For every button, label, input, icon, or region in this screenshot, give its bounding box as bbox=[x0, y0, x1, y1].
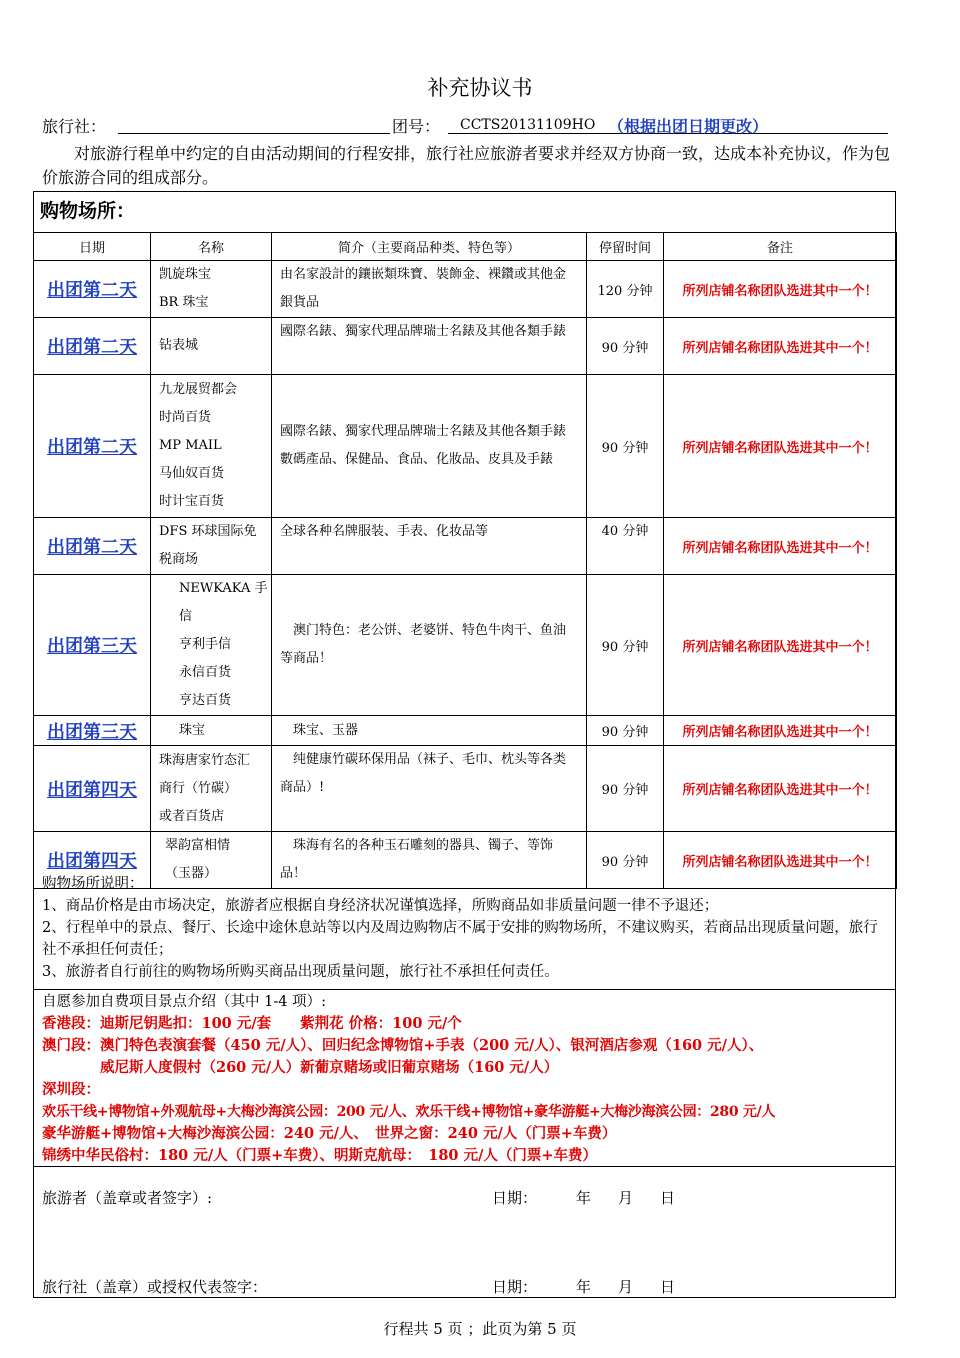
shop-name: 珠宝 bbox=[151, 716, 272, 746]
stay-time: 40 分钟 bbox=[587, 518, 664, 575]
agency-signature-label: 旅行社（盖章）或授权代表签字： bbox=[42, 1278, 268, 1296]
shop-description: 珠宝、玉器 bbox=[272, 716, 587, 746]
note-item: 3、旅游者自行前往的购物场所购买商品出现质量问题，旅行社不承担任何责任。 bbox=[42, 964, 559, 980]
page-footer: 行程共 5 页 ；此页为第 5 页 bbox=[383, 1320, 577, 1338]
stay-time: 90 分钟 bbox=[587, 575, 664, 716]
remark: 所列店铺名称团队选进其中一个！ bbox=[664, 318, 897, 375]
table-row bbox=[34, 575, 897, 716]
optional-line: 锦绣中华民俗村：180 元/人（门票+车费）、明斯克航母： 180 元/人（门票+车费） bbox=[42, 1147, 598, 1164]
table-row bbox=[34, 518, 897, 575]
remark: 所列店铺名称团队选进其中一个！ bbox=[664, 261, 897, 318]
row-date: 出团第三天 bbox=[47, 636, 137, 657]
shop-name: 永信百货 bbox=[179, 665, 232, 680]
agency-date-label: 日期： bbox=[492, 1278, 538, 1296]
tourist-date-day: 日 bbox=[660, 1189, 676, 1207]
stay-time: 90 分钟 bbox=[587, 318, 664, 375]
shop-description: 全球各种名牌服装、手表、化妆品等 bbox=[272, 518, 587, 575]
agency-date-month: 月 bbox=[618, 1278, 634, 1296]
divider bbox=[33, 1166, 896, 1167]
shop-name: 凯旋珠宝 bbox=[159, 267, 212, 282]
agency-date-year: 年 bbox=[576, 1278, 592, 1296]
remark: 所列店铺名称团队选进其中一个！ bbox=[664, 575, 897, 716]
stay-time: 90 分钟 bbox=[587, 832, 664, 889]
shop-name: BR 珠宝 bbox=[159, 295, 209, 310]
notes-title: 购物场所说明： bbox=[42, 876, 144, 892]
note-item: 1、商品价格是由市场决定，旅游者应根据自身经济状况谨慎选择，所购商品如非质量问题一律不予退还； bbox=[42, 898, 719, 914]
table-row bbox=[34, 716, 897, 746]
shop-description: 國際名錶、獨家代理品牌瑞士名錶及其他各類手錶 bbox=[272, 318, 587, 375]
optional-title: 自愿参加自费项目景点介绍（其中 1-4 项）: bbox=[42, 994, 326, 1010]
document-title: 补充协议书 bbox=[427, 76, 533, 100]
header-date: 日期 bbox=[34, 233, 151, 261]
shop-name: 时尚百货 bbox=[159, 410, 212, 425]
intro-paragraph: 对旅游行程单中约定的自由活动期间的行程安排，旅行社应旅游者要求并经双方协商一致，达成本补充协议，作为包价旅游合同的组成部分。 bbox=[42, 144, 891, 187]
table-row bbox=[34, 746, 897, 832]
header-description: 简介（主要商品种类、特色等） bbox=[272, 233, 587, 261]
stay-time: 90 分钟 bbox=[587, 375, 664, 518]
shop-name: 或者百货店 bbox=[159, 808, 225, 824]
row-date: 出团第二天 bbox=[47, 437, 137, 458]
row-date: 出团第三天 bbox=[47, 721, 137, 743]
shop-name: DFS 环球国际免 bbox=[159, 524, 257, 539]
shop-description: 國際名錶、獨家代理品牌瑞士名錶及其他各類手錶 bbox=[280, 424, 567, 439]
row-date: 出团第四天 bbox=[47, 851, 137, 872]
shopping-table bbox=[33, 232, 897, 889]
optional-line: 香港段：迪斯尼钥匙扣：100 元/套 紫荆花 价格：100 元/个 bbox=[42, 1015, 462, 1032]
table-row bbox=[34, 375, 897, 518]
tour-number-label: 团号： bbox=[392, 117, 441, 136]
shop-description: 由名家設計的鑲嵌類珠寶、裝飾金、裸鑽或其他金銀貨品 bbox=[272, 261, 587, 318]
shop-description: 澳门特色：老公饼、老婆饼、特色牛肉干、鱼油等商品！ bbox=[272, 575, 587, 716]
header-name: 名称 bbox=[151, 233, 272, 261]
shop-name: 亨达百货 bbox=[179, 693, 232, 708]
header-remarks: 备注 bbox=[664, 233, 897, 261]
shop-name: 商行（竹碳） bbox=[159, 780, 238, 796]
tourist-date-label: 日期： bbox=[492, 1189, 538, 1207]
shop-name: NEWKAKA 手信 bbox=[179, 581, 268, 624]
tourist-date-year: 年 bbox=[576, 1189, 592, 1207]
table-row bbox=[34, 261, 897, 318]
shop-description: 纯健康竹碳环保用品（袜子、毛巾、枕头等各类商品）! bbox=[272, 746, 587, 832]
remark: 所列店铺名称团队选进其中一个！ bbox=[664, 518, 897, 575]
remark: 所列店铺名称团队选进其中一个！ bbox=[664, 716, 897, 746]
stay-time: 120 分钟 bbox=[587, 261, 664, 318]
shop-name: 九龙展贸都会 bbox=[159, 382, 238, 397]
agency-line bbox=[42, 114, 888, 138]
shop-name: 马仙奴百货 bbox=[159, 466, 225, 481]
stay-time: 90 分钟 bbox=[587, 746, 664, 832]
note-item: 2、行程单中的景点、餐厅、长途中途休息站等以内及周边购物店不属于安排的购物场所，不建议购买，若商品出现质量问题，旅行社不承担任何责任； bbox=[42, 920, 878, 958]
optional-line: 威尼斯人度假村（260 元/人）新葡京赌场或旧葡京赌场（160 元/人） bbox=[42, 1059, 559, 1076]
tourist-signature-label: 旅游者（盖章或者签字）: bbox=[42, 1189, 213, 1207]
shop-name: MP MAIL bbox=[159, 438, 222, 453]
shop-name: 税商场 bbox=[159, 552, 199, 567]
shop-name: （玉器） bbox=[165, 866, 218, 881]
shop-name: 亨利手信 bbox=[179, 637, 232, 652]
optional-line: 深圳段： bbox=[42, 1081, 100, 1098]
optional-line: 欢乐干线+博物馆+外观航母+大梅沙海滨公园：200 元/人、欢乐干线+博物馆+豪华游艇+大梅沙海滨公园：280 元/人 bbox=[42, 1104, 776, 1120]
row-date: 出团第二天 bbox=[47, 537, 137, 558]
remark: 所列店铺名称团队选进其中一个！ bbox=[664, 746, 897, 832]
stay-time: 90 分钟 bbox=[587, 716, 664, 746]
header-stay-time: 停留时间 bbox=[587, 233, 664, 261]
shop-description: 珠海有名的各种玉石雕刻的器具、镯子、等饰品！ bbox=[272, 832, 587, 889]
shop-description: 數碼產品、保健品、食品、化妝品、皮具及手錶 bbox=[280, 452, 554, 467]
shop-name: 时计宝百货 bbox=[159, 494, 225, 509]
remark: 所列店铺名称团队选进其中一个！ bbox=[664, 832, 897, 889]
optional-line: 豪华游艇+博物馆+大梅沙海滨公园：240 元/人、 世界之窗：240 元/人（门票+车费） bbox=[42, 1125, 617, 1142]
row-date: 出团第二天 bbox=[47, 337, 137, 358]
remark: 所列店铺名称团队选进其中一个！ bbox=[664, 375, 897, 518]
agency-date-day: 日 bbox=[660, 1278, 676, 1296]
row-date: 出团第二天 bbox=[47, 280, 137, 301]
shop-name: 翠韵富相情 bbox=[165, 838, 231, 853]
shop-name: 钻表城 bbox=[151, 318, 272, 375]
shop-name: 珠海唐家竹态汇 bbox=[159, 752, 251, 768]
tourist-date-month: 月 bbox=[618, 1189, 634, 1207]
shopping-heading: 购物场所： bbox=[40, 200, 136, 222]
row-date: 出团第四天 bbox=[47, 779, 137, 801]
optional-activities bbox=[42, 991, 894, 1167]
agency-label: 旅行社： bbox=[42, 117, 107, 136]
table-row bbox=[34, 318, 897, 375]
divider bbox=[33, 989, 896, 990]
shopping-notes bbox=[42, 873, 888, 983]
optional-line: 澳门段：澳门特色表演套餐（450 元/人）、回归纪念博物馆+手表（200 元/人）、银河酒店参观（160 元/人）、 bbox=[42, 1037, 764, 1054]
tour-code-note: （根据出团日期更改） bbox=[608, 117, 769, 136]
tour-code: CCTS20131109HO bbox=[460, 117, 596, 133]
table-header-row bbox=[34, 233, 897, 261]
agency-blank bbox=[118, 114, 390, 134]
